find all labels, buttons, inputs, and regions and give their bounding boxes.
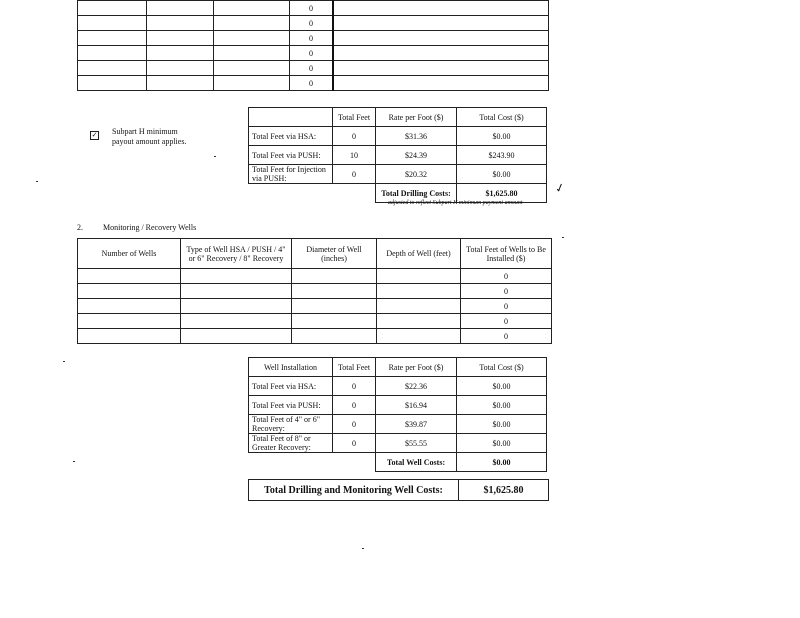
header-cell: Total Cost ($)	[457, 358, 547, 377]
row-total: 0	[461, 299, 552, 314]
row-feet: 10	[333, 146, 376, 165]
table-row	[78, 31, 549, 46]
table-row	[78, 16, 549, 31]
subpart-h-checkbox[interactable]: ✓	[91, 131, 98, 139]
total-drilling-value: $1,625.80	[457, 184, 547, 203]
header-cell: Rate per Foot ($)	[376, 108, 457, 127]
table-row	[249, 165, 547, 184]
row-cost: $0.00	[457, 396, 547, 415]
table-row	[78, 76, 549, 91]
row-cost: $0.00	[457, 165, 547, 184]
header-cell: Depth of Well (feet)	[377, 239, 461, 269]
table-row	[249, 434, 547, 453]
table-row	[78, 61, 549, 76]
row-total: 0	[461, 269, 552, 284]
header-cell: Well Installation	[249, 358, 333, 377]
total-drilling-label: Total Drilling Costs:	[376, 184, 457, 203]
total-well-value: $0.00	[457, 453, 547, 472]
header-cell: Total Feet	[333, 108, 376, 127]
well-installation-table	[248, 357, 547, 472]
table-row	[249, 396, 547, 415]
drilling-cost-table	[248, 107, 547, 203]
row-total: 0	[461, 314, 552, 329]
table-row	[78, 46, 549, 61]
header-cell: Total Cost ($)	[457, 108, 547, 127]
row-feet: 0	[333, 165, 376, 184]
row-cost: $0.00	[457, 127, 547, 146]
row-feet: 0	[333, 396, 376, 415]
scan-speck	[214, 156, 216, 157]
section-heading	[77, 223, 196, 232]
header-cell: Diameter of Well (inches)	[292, 239, 377, 269]
row-total: 0	[290, 1, 334, 16]
row-feet: 0	[333, 377, 376, 396]
row-total: 0	[290, 46, 334, 61]
table-row	[249, 415, 547, 434]
row-label: Total Feet for Injection via PUSH:	[249, 165, 333, 184]
table-row	[78, 329, 552, 344]
row-rate: $16.94	[376, 396, 457, 415]
table-row	[78, 299, 552, 314]
subpart-h-note: Subpart H minimum payout amount applies.	[112, 127, 187, 146]
drilling-footnote: adjusted to reflect Subpart H minimum payment amount	[388, 200, 523, 206]
row-rate: $20.32	[376, 165, 457, 184]
header-cell	[249, 108, 333, 127]
grand-total-value: $1,625.80	[459, 480, 549, 501]
table-row	[249, 146, 547, 165]
total-row	[249, 453, 547, 472]
scan-speck	[63, 361, 65, 362]
header-cell: Type of Well HSA / PUSH / 4" or 6" Recovery / 8" Recovery	[181, 239, 292, 269]
row-total: 0	[290, 76, 334, 91]
top-cost-table	[77, 0, 549, 91]
row-rate: $55.55	[376, 434, 457, 453]
row-rate: $22.36	[376, 377, 457, 396]
table-row	[78, 314, 552, 329]
row-rate: $24.39	[376, 146, 457, 165]
row-total: 0	[461, 329, 552, 344]
row-cost: $0.00	[457, 377, 547, 396]
scan-speck	[73, 461, 75, 462]
row-total: 0	[290, 16, 334, 31]
section-title: Monitoring / Recovery Wells	[103, 223, 197, 232]
row-rate: $31.36	[376, 127, 457, 146]
grand-total-label: Total Drilling and Monitoring Well Costs:	[249, 480, 459, 501]
table-header-row	[78, 239, 552, 269]
section-number: 2.	[77, 223, 83, 232]
row-label: Total Feet via PUSH:	[249, 396, 333, 415]
grand-total-table	[248, 479, 549, 501]
header-cell: Rate per Foot ($)	[376, 358, 457, 377]
row-cost: $243.90	[457, 146, 547, 165]
row-label: Total Feet of 8" or Greater Recovery:	[249, 434, 333, 453]
row-feet: 0	[333, 434, 376, 453]
grand-total-row	[249, 480, 549, 501]
row-label: Total Feet via HSA:	[249, 377, 333, 396]
row-rate: $39.87	[376, 415, 457, 434]
row-feet: 0	[333, 127, 376, 146]
table-row	[78, 269, 552, 284]
table-row	[249, 377, 547, 396]
scan-speck	[362, 548, 364, 549]
row-label: Total Feet via PUSH:	[249, 146, 333, 165]
check-mark-icon: ✓	[553, 179, 567, 197]
row-cost: $0.00	[457, 415, 547, 434]
total-well-label: Total Well Costs:	[376, 453, 457, 472]
row-cost: $0.00	[457, 434, 547, 453]
header-cell: Total Feet	[333, 358, 376, 377]
row-label: Total Feet of 4" or 6" Recovery:	[249, 415, 333, 434]
header-cell: Number of Wells	[78, 239, 181, 269]
row-total: 0	[461, 284, 552, 299]
scan-speck	[562, 237, 564, 238]
table-row	[78, 284, 552, 299]
scan-speck	[36, 181, 38, 182]
row-feet: 0	[333, 415, 376, 434]
row-label: Total Feet via HSA:	[249, 127, 333, 146]
table-header-row	[249, 358, 547, 377]
table-header-row	[249, 108, 547, 127]
row-total: 0	[290, 31, 334, 46]
monitoring-wells-table	[77, 238, 552, 344]
header-cell: Total Feet of Wells to Be Installed ($)	[461, 239, 552, 269]
table-row	[249, 127, 547, 146]
table-row	[78, 1, 549, 16]
row-total: 0	[290, 61, 334, 76]
